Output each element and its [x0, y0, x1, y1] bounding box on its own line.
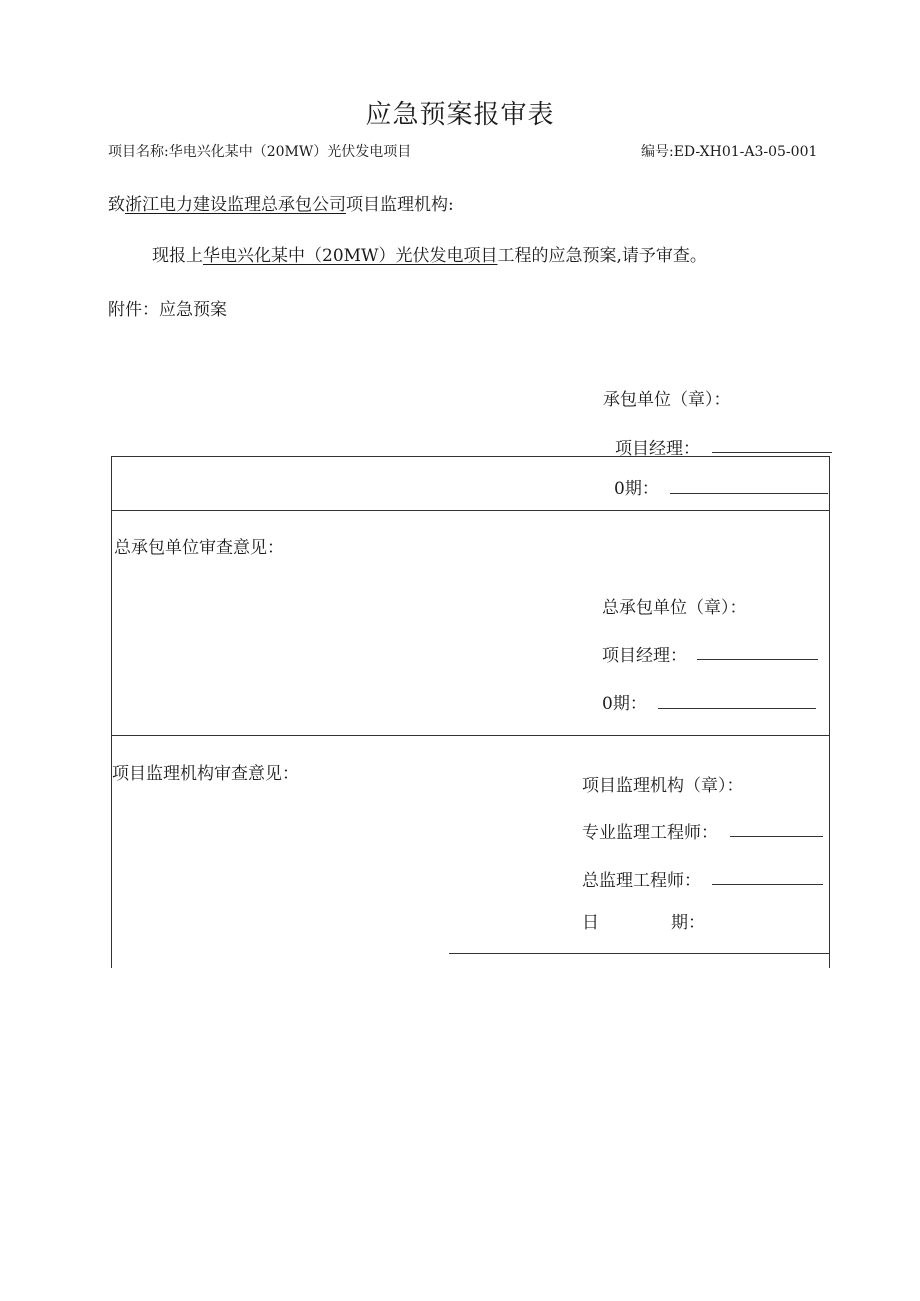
supervision-date-char-1: 日	[582, 913, 599, 933]
supervision-engineer-field[interactable]	[730, 836, 823, 837]
addressee-org: 浙江电力建设监理总承包公司	[125, 195, 346, 215]
general-contractor-heading: 总承包单位审查意见：	[114, 538, 284, 558]
table-top-border	[111, 456, 830, 457]
contractor-manager-field[interactable]	[712, 452, 832, 453]
supervision-unit-label: 项目监理机构（章）：	[582, 776, 744, 796]
addressee-line	[108, 190, 454, 215]
addressee-prefix: 致	[108, 195, 125, 215]
contractor-date-label: 0期：	[614, 479, 659, 499]
contractor-date-field[interactable]	[670, 493, 828, 494]
supervision-engineer-label: 专业监理工程师：	[582, 823, 718, 843]
general-contractor-date-field[interactable]	[658, 708, 816, 709]
supervision-chief-label: 总监理工程师：	[582, 871, 701, 891]
contractor-manager-label: 项目经理：	[615, 439, 700, 459]
supervision-date-line[interactable]	[449, 953, 829, 954]
project-name: 项目名称:华电兴化某中（20MW）光伏发电项目	[108, 144, 412, 160]
contractor-unit-label: 承包单位（章）：	[603, 390, 731, 410]
table-right-border	[829, 456, 830, 968]
general-contractor-unit-label: 总承包单位（章）：	[602, 598, 747, 618]
supervision-chief-field[interactable]	[712, 884, 823, 885]
general-contractor-date-label: 0期：	[602, 694, 647, 714]
row-divider-2	[111, 735, 830, 736]
statement-suffix: 工程的应急预案,请予审查。	[497, 246, 707, 266]
document-code: 编号:ED-XH01-A3-05-001	[641, 144, 818, 160]
statement-project: 华电兴化某中（20MW）光伏发电项目	[203, 246, 498, 266]
row-divider-1	[111, 510, 830, 511]
supervision-heading: 项目监理机构审查意见：	[112, 764, 299, 784]
general-contractor-manager-field[interactable]	[697, 659, 818, 660]
general-contractor-manager-label: 项目经理：	[602, 646, 687, 666]
addressee-suffix: 项目监理机构:	[346, 195, 454, 215]
supervision-date-char-2: 期：	[671, 913, 705, 933]
table-left-border	[111, 456, 112, 968]
page-title: 应急预案报审表	[365, 100, 555, 130]
attachment-line: 附件：应急预案	[108, 300, 227, 320]
statement-line	[152, 241, 707, 266]
statement-prefix: 现报上	[152, 246, 203, 266]
